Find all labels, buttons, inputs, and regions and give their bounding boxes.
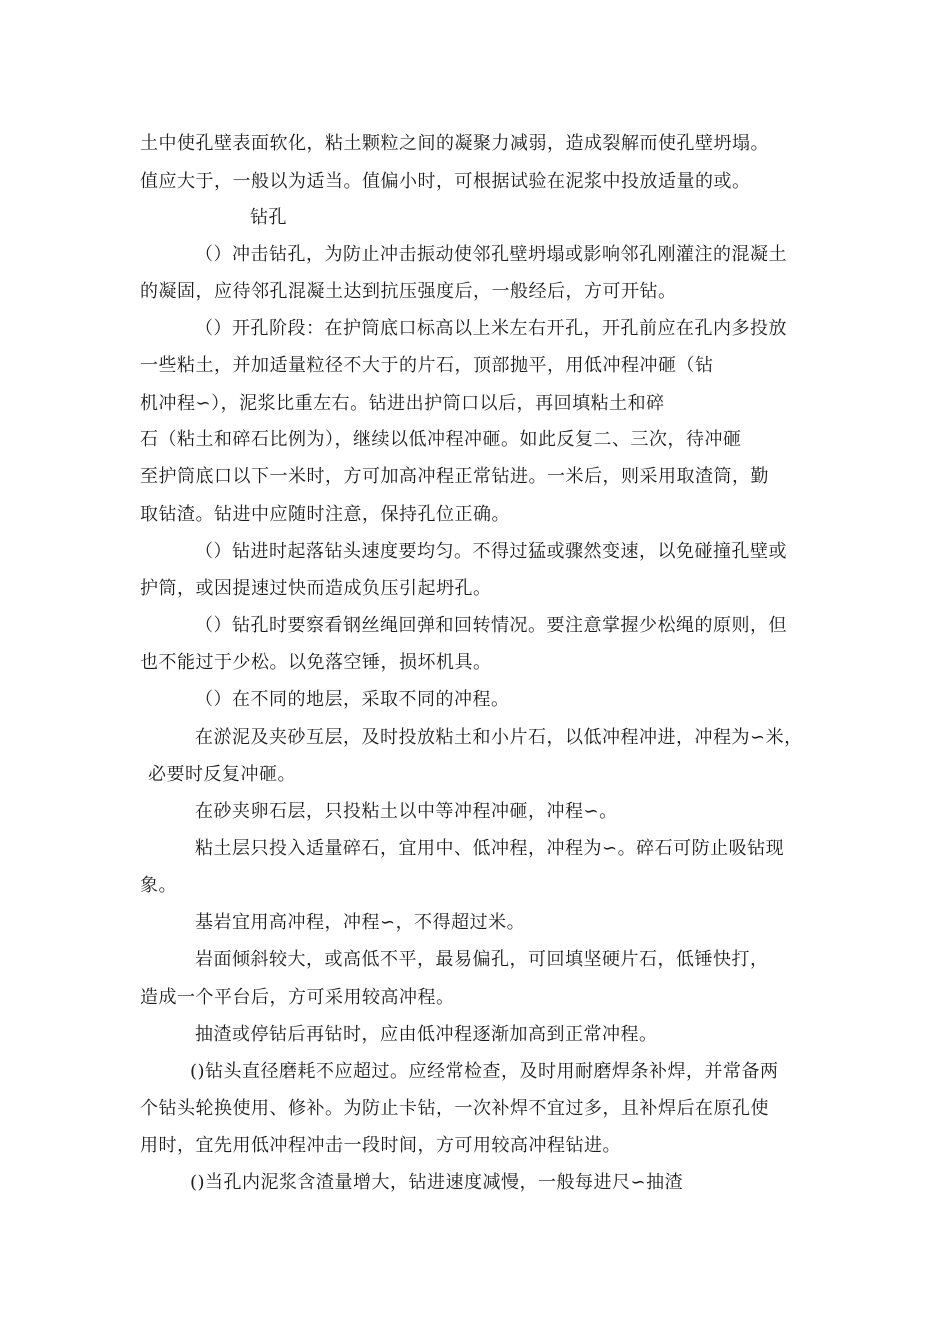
paragraph-line: （）开孔阶段：在护筒底口标高以上米左右开孔，开孔前应在孔内多投放 — [195, 318, 787, 339]
paragraph-line: 造成一个平台后，方可采用较高冲程。 — [140, 987, 455, 1008]
paragraph-line: 粘土层只投入适量碎石，宜用中、低冲程，冲程为∽。碎石可防止吸钻现 — [195, 838, 785, 859]
paragraph-line: 象。 — [140, 875, 177, 896]
paragraph-line: 护筒，或因提速过快而造成负压引起坍孔。 — [140, 578, 492, 599]
paragraph-line: 用时，宜先用低冲程冲击一段时间，方可用较高冲程钻进。 — [140, 1135, 621, 1156]
paragraph-line: 基岩宜用高冲程，冲程∽，不得超过米。 — [195, 912, 526, 933]
paragraph-line: 在淤泥及夹砂互层，及时投放粘土和小片石，以低冲程冲进，冲程为∽米， — [195, 727, 803, 748]
paragraph-line: （）在不同的地层，采取不同的冲程。 — [195, 689, 510, 710]
paragraph-line: 土中使孔壁表面软化，粘土颗粒之间的凝聚力减弱，造成裂解而使孔壁坍塌。 — [140, 133, 769, 154]
paragraph-line: 岩面倾斜较大，或高低不平，最易偏孔，可回填坚硬片石，低锤快打， — [195, 949, 769, 970]
paragraph-line: （）冲击钻孔，为防止冲击振动使邻孔壁坍塌或影响邻孔刚灌注的混凝土 — [195, 244, 787, 265]
paragraph-line: 石（粘土和碎石比例为），继续以低冲程冲砸。如此反复二、三次，待冲砸 — [140, 429, 742, 450]
paragraph-line: 必要时反复冲砸。 — [148, 764, 296, 785]
paragraph-line: 至护筒底口以下一米时，方可加高冲程正常钻进。一米后，则采用取渣筒，勤 — [140, 466, 769, 487]
paragraph-line: 抽渣或停钻后再钻时，应由低冲程逐渐加高到正常冲程。 — [195, 1024, 658, 1045]
paragraph-line: 也不能过于少松。以免落空锤，损坏机具。 — [140, 652, 492, 673]
paragraph-line: 一些粘土，并加适量粒径不大于的片石，顶部抛平，用低冲程冲砸（钻 — [140, 355, 714, 376]
paragraph-line: 在砂夹卵石层，只投粘土以中等冲程冲砸，冲程∽。 — [195, 801, 618, 822]
paragraph-line: （）钻孔时要察看钢丝绳回弹和回转情况。要注意掌握少松绳的原则，但 — [195, 615, 787, 636]
paragraph-line: 值应大于，一般以为适当。值偏小时，可根据试验在泥浆中投放适量的或。 — [140, 171, 751, 192]
paragraph-line: 的凝固，应待邻孔混凝土达到抗压强度后，一般经后，方可开钻。 — [140, 281, 677, 302]
paragraph-line: 机冲程∽），泥浆比重左右。钻进出护筒口以后，再回填粘土和碎 — [140, 393, 665, 414]
paragraph-line: （）钻进时起落钻头速度要均匀。不得过猛或骤然变速，以免碰撞孔壁或 — [195, 541, 787, 562]
section-heading: 钻孔 — [250, 207, 287, 228]
paragraph-line: ()钻头直径磨耗不应超过。应经常检查，及时用耐磨焊条补焊，并常备两 — [190, 1061, 779, 1082]
paragraph-line: ()当孔内泥浆含渣量增大，钻进速度减慢，一般每进尺∽抽渣 — [190, 1172, 684, 1193]
paragraph-line: 取钻渣。钻进中应随时注意，保持孔位正确。 — [140, 504, 510, 525]
paragraph-line: 个钻头轮换使用、修补。为防止卡钻，一次补焊不宜过多，且补焊后在原孔使 — [140, 1098, 769, 1119]
